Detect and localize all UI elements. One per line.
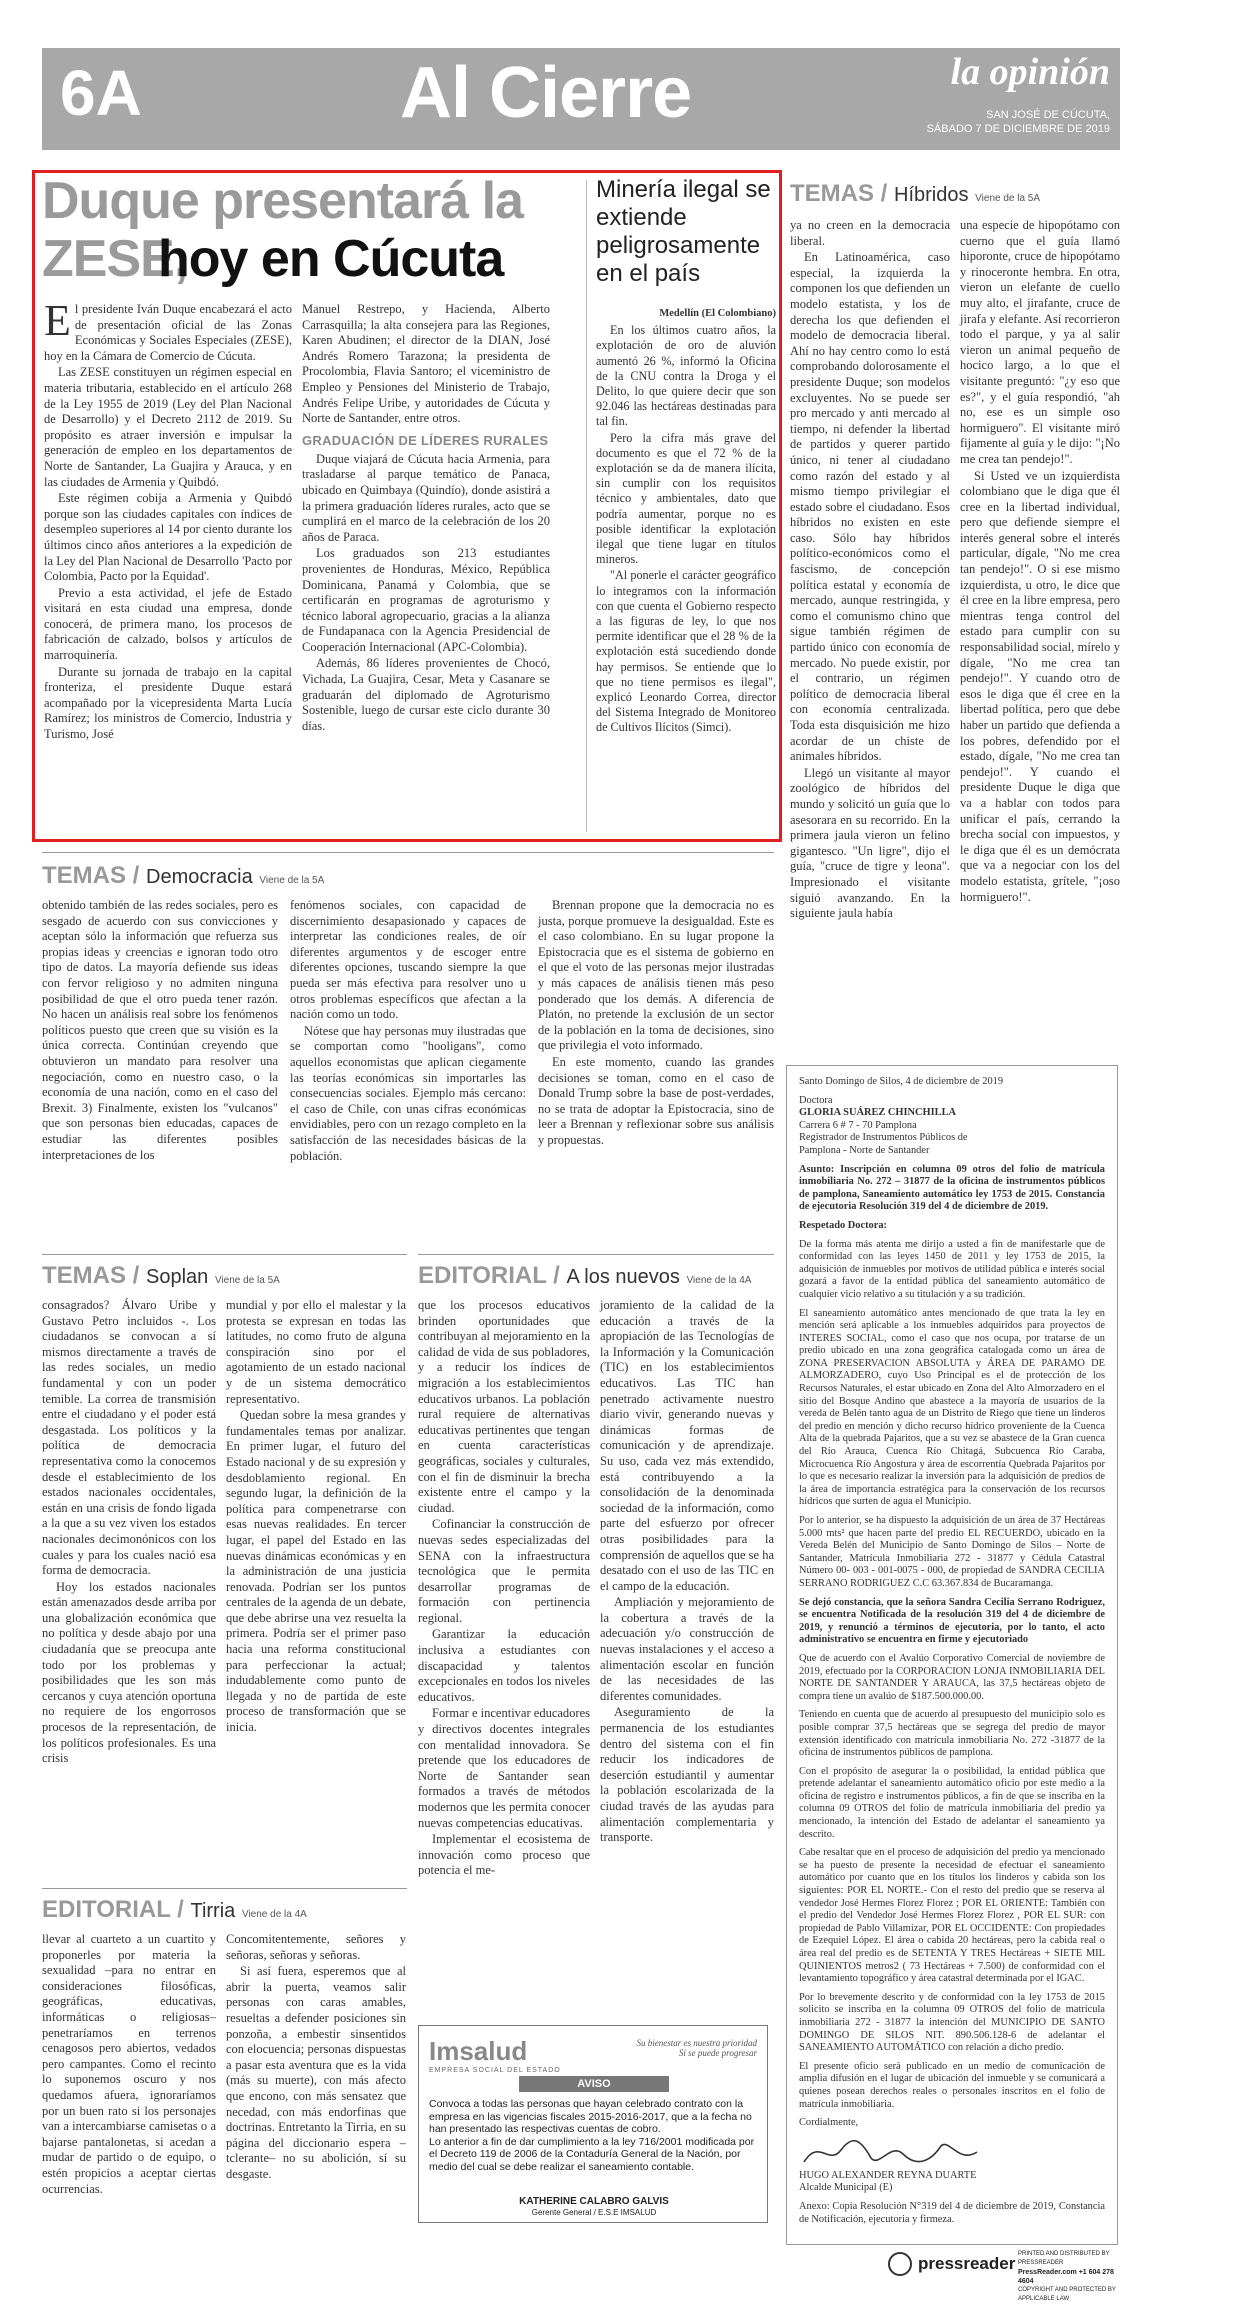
legal-paragraph: El saneamiento automático antes mencionado de que trata la ley en mención será aplicable a los inmuebles adquiridos para proyectos de INTERES SOCIAL, como el caso que nos ocupa, por tratarse de un predio ubicado en una zona geográfica catalogada como un área de ZONA PRESERVACION ABSOLUTA y ÁREA DE PARAMO DE ALMORZADERO, cuyo Uso Principal es el de protección de los Recursos Naturales, el estar ubicado en Zona del Alto Almorzadero en el sitio del Bosque Andino que abastece a la mayoría de usuarios de la vereda de Belén tanto agua de un Distrito de Riego que tiene un linderos del predio en mención y dicho recurso hídrico proveniente de la Cuenca Alta de la quebrada Pajaritos, que a su vez se abastece de la Gran cuenca del Río Arauca, Cuenca Río Chitagá, Subcuenca Río Caraba, Microcuenca Río Angostura y área de escorrentía Quebrada Pajaritos por lo que es necesario realizar la inversión para la adquisición de predios de la área de importancia estratégica para la conservación de los recursos hídricos que surten de agua el Municipio. [799,1307,1105,1508]
legal-paragraph: Cabe resaltar que en el proceso de adquisición del predio ya mencionado se ha puesto de presente la necesidad de efectuar el saneamiento automático por cuanto que en los títulos los linderos y cabida son los siguientes: POR EL NORTE.- Con el resto del predio que se reserva al vendedor José Hermes Florez Florez ; POR EL ORIENTE: También con el predio del Vendedor José Hermes Florez Florez , POR EL SUR: con propiedad de Pablo Villamizar, POR EL OCCIDENTE: Con propiedades de Ezequiel López. El área o cabida 20 hectáreas, pero la cabida real o área real del predio es de SETENTA Y TRES Hectáreas + SIETE MIL QUINIENTOS metros2 ( 73 Hectáreas + 7.500) de conformidad con el levantamiento topográfico y área catastral determinada por el IGAC. [799,1847,1105,1985]
imsalud-logo-text: Imsalud [429,2036,528,2066]
signature-scribble [799,2136,1105,2170]
pressreader-footer [888,2248,1120,2302]
credit-line: COPYRIGHT AND PROTECTED BY APPLICABLE LAW [1018,2287,1116,2302]
paragraph: joramiento de la calidad de la educación a través de la apropiación de las Tecnologías de la Información y la Comunicación (TIC) en los establecimientos educativos. Las TIC han penetrado activamente nuestro diario vivir, generando nuevas y dinámicas formas de comunicación y de aprendizaje. Su uso, cada vez más extendido, está contribuyendo a la consolidación de la denominada sociedad de la información, como parte del esfuerzo por ofrecer otras posibilidades para la comprensión de aquellos que se ha desatado con el uso de las TIC en el campo de la educación. [600,1298,774,1593]
paragraph: llevar al cuarteto a un cuartito y proponerles por materia la sexualidad –para no entrar en consideraciones filosóficas, geográficas, educativas, informáticas o religiosas– penetraríamos en terrenos cenagosos pero abiertos, vedados pero campantes. Como el recinto lo suponemos oscuro y nos quedamos afuera, ignoraríamos por un buen rato si los personajes van a intercambiarse camisetas o a bajarse pantalonetas, si acedan a mudar de partido o de equipo, o estén propicios a aceptar ciertas ocurrencias. [42,1932,216,2196]
pressreader-logo: pressreader [918,2254,1016,2273]
paragraph: Formar e incentivar educadores y directivos docentes integrales con mentalidad innovadora. Se pretende que los educadores de Norte de Santander sean formados a través de métodos modernos que les permita conocer nuevas competencias educativas. [418,1706,590,1830]
legal-address-1: Carrera 6 # 7 - 70 Pamplona [799,1119,917,1131]
kicker-ref: Viene de la 5A [259,875,325,886]
kicker-label: TEMAS / [790,180,888,207]
paragraph: En este momento, cuando las grandes decisiones se toman, como en el caso de Donald Trump sobre la base de post-verdades, no se trata de adoptar la Epistocracia, sino de leer a Brennan y reflexionar sobre sus análisis y propuestas. [538,1054,774,1147]
section-title: Al Cierre [400,53,692,133]
paragraph: l presidente Iván Duque encabezará el acto de presentación oficial de las Zonas Económicas y Sociales Especiales (ZESE), hoy en la Cámara de Comercio de Cúcuta. [44,302,292,363]
section-rule [42,1254,407,1255]
legal-greeting: Respetado Doctora: [799,1219,888,1231]
legal-paragraph: Teniendo en cuenta que de acuerdo al presupuesto del municipio solo es posible comprar 37,5 hectáreas que se segrega del predio de mayor extensión identificado con matrícula inmobiliaria No. 272 -31877 de la oficina de instrumentos públicos de pamplona. [799,1709,1105,1759]
imsalud-logo-sub: EMPRESA SOCIAL DEL ESTADO [429,2067,561,2074]
ad-paragraph: Lo anterior a fin de dar cumplimiento a la ley 716/2001 modificada por el Decreto 119 de 2006 de la Contaduría General de la Nación, por medio del cual se debe realizar el saneamiento contable. [429,2135,755,2173]
paragraph: Durante su jornada de trabajo en la capital fronteriza, el presidente Duque estará acompañado por la vicepresidenta Marta Lucía Ramírez; los ministros de Comercio, Industria y Turismo, José [44,664,292,742]
kicker-label: EDITORIAL / [42,1896,184,1923]
ad-paragraph: Convoca a todas las personas que hayan celebrado contrato con la empresa en las vigencias fiscales 2015-2016-2017, que a la fecha no han presentado las respectivas cuentas de cobro. [429,2098,752,2136]
paragraph: Si así fuera, esperemos que al abrir la puerta, veamos salir personas con caras amables, resueltas a defender posiciones sin ponzoña, a embestir sinsentidos con elocuencia; personas dispuestas a pasar esta aventura que es la vida (más su muerte), con más afecto que encono, con más sensatez que necedad, con más endorfinas que doctrinas. Entretanto la Tirria, en su página del diccionario espera –tclerante– no su abolición, sí su desgaste. [226,1964,406,2181]
editorial-nuevos-kicker [418,1262,751,1290]
page-number: 6A [60,57,142,129]
section-rule [42,1888,407,1889]
paragraph: "Al ponerle el carácter geográfico lo integramos con la información con que cuenta el Gobierno respecto a las figuras de ley, lo que nos permite identificar que el 28 % de la explotación está sucediendo donde hay permisos. Se entiende que lo que no tiene permisos es ilegal", explicó Leonardo Correa, director del Sistema Integrado de Monitoreo de Cultivos Ilícitos (Simci). [596,568,776,735]
headline-line-1: Duque presentará la [42,172,523,230]
credit-line: PressReader.com +1 604 278 4604 [1018,2269,1114,2285]
legal-signer-title: Alcalde Municipal (E) [799,2182,893,2194]
column-divider [586,180,587,832]
imsalud-logo [429,2036,579,2074]
side-story-title: Minería ilegal se extiende peligrosamente en el país [596,176,771,287]
ad-tagline-1: Su bienestar es nuestra prioridad [636,2038,757,2048]
credit-line: PRINTED AND DISTRIBUTED BY PRESSREADER [1018,2251,1110,2266]
side-story-byline: Medellín (El Colombiano) [659,308,776,319]
paragraph: En los últimos cuatro años, la explotación de oro de aluvión aumentó 26 %, informó la Oficina de la CNU contra la Droga y el Delito, lo que quiere decir que son 92.046 las hectáreas destinadas para tal fin. [596,323,776,429]
editorial-tirria-col-2 [226,1932,406,2228]
paragraph: Los graduados son 213 estudiantes provenientes de Honduras, México, República Dominicana, Panamá y Colombia, que se certificarán en programas de agroturismo y técnico laboral agropecuario, gracias a la alianza de Fundapanaca con la Agencia Presidencial de Cooperación Internacional (APC-Colombia). [302,546,550,654]
hibridos-col-2 [960,218,1120,1058]
democracia-col-2 [290,898,526,1244]
subhead: GRADUACIÓN DE LÍDERES RURALES [302,432,549,448]
legal-address-2: Registrador de Instrumentos Públicos de [799,1132,968,1144]
paragraph: consagrados? Álvaro Uribe y Gustavo Petro incluidos -. Los ciudadanos se convocan a sí mismos directamente a través de las redes sociales, un medio fundamental y con un poder temible. La correa de transmisión entre el ciudadano y el poder está desgastada. Los políticos y la política de democracia representativa como la conocemos desde el establecimiento de los estados nacionales occidentales, están en una crisis de fondo ligada a la que a su vez viven los estados nacionales decimonónicos con los cuales y para los cuales nació esa forma de democracia. [42,1298,216,1578]
paragraph: Aseguramiento de la permanencia de los estudiantes dentro del sistema con el fin reducir los indicadores de deserción estudiantil y aumentar la población escolarizada de la ciudad través de las ayudas para alimentación complementaria y transporte. [600,1705,774,1845]
legal-place-date: Santo Domingo de Silos, 4 de diciembre de 2019 [799,1076,1004,1087]
section-rule [42,852,774,853]
headline-line-2-black: hoy en Cúcuta [158,230,504,288]
ad-tagline [587,2038,757,2058]
editorial-nuevos-col-1 [418,1298,590,2010]
pressreader-icon [888,2252,912,2276]
kicker-ref: Viene de la 5A [975,193,1041,204]
kicker-title: A los nuevos [566,1266,680,1288]
section-rule [418,1254,774,1255]
paragraph: Implementar el ecosistema de innovación como proceso que potencia el me- [418,1832,590,1878]
legal-salutation: Doctora [799,1094,833,1106]
pressreader-credits [1018,2250,1122,2304]
legal-notice [786,1065,1118,2245]
legal-subject: Asunto: Inscripción en columna 09 otros del folio de matrícula inmobiliaria No. 272 – 31877 de la oficina de instrumentos públicos de pamplona, Saneamiento automático ley 1753 de 2015. Constancia de ejecutoria Resolución 319 del 4 de diciembre de 2019. [799,1163,1105,1213]
paragraph: Manuel Restrepo, y Hacienda, Alberto Carrasquilla; la alta consejera para las Regiones, Karen Abudinen; el director de la DIAN, José Andrés Romero Tarazona; la presidenta de Procolombia, Flavia Santoro; el viceministro de Empleo y Pensiones del Ministerio de Trabajo, Andrés Felipe Uribe, y autoridades de Cúcuta y Norte de Santander, entre otros. [302,302,550,426]
hibridos-kicker [790,180,1040,208]
signature-icon [799,2136,999,2170]
legal-paragraph: De la forma más atenta me dirijo a usted a fin de manifestarle que de conformidad con las leyes 1450 de 2011 y ley 1753 de 2015, la adquisición de inmuebles por motivos de utilidad pública e interés social gozará a favor de la entidad pública del saneamiento automático de cualquier vicio relativo a su titulación y a su tradición. [799,1238,1105,1300]
paragraph: Pero la cifra más grave del documento es que el 72 % de la explotación se da de manera ilícita, sin cumplir con los requisitos técnico y ambientales, dato que podría aumentar, porque no es posible identificar la explotación ilegal que tiene lugar en títulos mineros. [596,430,776,567]
kicker-label: TEMAS / [42,862,140,889]
hibridos-col-1 [790,218,950,1058]
lead-story-col-2 [302,302,550,838]
dateline-date: SÁBADO 7 DE DICIEMBRE DE 2019 [926,123,1110,135]
legal-paragraph: El presente oficio será publicado en un medio de comunicación de amplia difusión en el lugar de ubicación del inmueble y se comunicará a quienes posean derechos reales o personales inscritos en el folio de matrícula inmobiliaria. [799,2060,1105,2110]
paragraph: Llegó un visitante al mayor zoológico de híbridos del mundo y solicitó un guía que lo asesorara en su recorrido. En la primera jaula vieron un felino gigantesco. "Un ligre", dijo el guía, "cruce de tigre y leona". Impresionado el visitante siguió avanzando. En la siguiente jaula había [790,765,950,921]
paragraph: Concomitentemente, señores y señoras, señoras y señoras. [226,1932,406,1962]
paragraph: Las ZESE constituyen un régimen especial en materia tributaria, establecido en el artículo 268 de la Ley 1955 de 2019 (Ley del Plan Nacional de Desarrollo) y el Decreto 2112 de 2019. Su propósito es atraer inversión e impulsar la generación de empleo en los departamentos de Norte de Santander, La Guajira y Arauca, y en las ciudades de Armenia y Quibdó. [44,365,292,489]
legal-paragraph: Que de acuerdo con el Avalúo Corporativo Comercial de noviembre de 2019, efectuado por la CORPORACION LONJA INMOBILIARIA DEL NORTE DE SANTANDER Y ARAUCA, las 37,5 hectáreas objeto de compra tiene un avalúo de $187.500.000.00. [799,1652,1105,1702]
legal-annex: Anexo: Copia Resolución N°319 del 4 de diciembre de 2019, Constancia de Notificación, ejecutoria y firmeza. [799,2200,1105,2225]
legal-addressee: GLORIA SUÁREZ CHINCHILLA [799,1107,957,1119]
paragraph: En Latinoamérica, caso especial, la izquierda la componen los que defienden un modelo estatista, y los de derecha los que defienden el modelo de democracia liberal. Ahí no hay centro como lo está comprobando dolorosamente el presidente Duque; son modelos excluyentes. No se puede ser pro mercado y anti mercado al tiempo, ni defender la libertad de partidos y querer partido único, ni tener al ciudadano como razón del estado y al mismo tiempo privilegiar el estado sobre el ciudadano. Esos híbridos no existen en este caso. Sólo hay híbridos político-económicos como el fascismo, de concepción política estatal y economía de mercado, aunque restringida, y como el comunismo chino que sigue también régimen de partido único con economía de mercado. No puede existir, por el contrario, un régimen político de democracia liberal con economía centralizada. Toda esta disquisición me hizo acordar de un chiste de animales híbridos. [790,250,950,764]
paragraph: Ampliación y mejoramiento de la cobertura a través de la adecuación y/o construcción de nuevas instalaciones y el acceso a alimentación escolar en función de las necesidades de las diferentes comunidades. [600,1595,774,1703]
kicker-title: Tirria [190,1900,236,1922]
legal-paragraph: Se dejó constancia, que la señora Sandra Cecilia Serrano Rodriguez, se encuentra Notificada de la resolución 319 del 4 de diciembre de 2019, y renunció a términos de ejecutoria, por lo tanto, el acto administrativo se encuentra en firme y ejecutoriado [799,1596,1105,1646]
soplan-col-2 [226,1298,406,1878]
kicker-title: Soplan [146,1266,209,1288]
headline-line-2-gray: ZESE, [42,230,188,288]
editorial-nuevos-col-2 [600,1298,774,2010]
soplan-col-1 [42,1298,216,1878]
democracia-col-3 [538,898,774,1244]
editorial-tirria-kicker [42,1896,307,1924]
dateline [820,108,1110,136]
soplan-kicker [42,1262,280,1290]
legal-signer: HUGO ALEXANDER REYNA DUARTE [799,2169,977,2181]
paragraph: ya no creen en la democracia liberal. [790,218,950,248]
paragraph: Cofinanciar la construcción de nuevas sedes especializadas del SENA con la infraestructura tecnológica que le permita desarrollar programas de formación con pertinencia regional. [418,1517,590,1625]
paragraph: Si Usted ve un izquierdista colombiano que le diga que él cree en la libertad individual, pero que defiende siempre el interés general sobre el interés particular, dígale, "No me crea tan pendejo!". O si ese mismo izquierdista, u otro, le dice que él cree en la libre empresa, pero mientras tenga control del estado para cumplir con su responsabilidad social, mírelo y dígale, "No me crea tan pendejo!". Y cuando otro de esos le diga que él cree en la libertad política, pero que debe haber un partido que defienda a los pobres, defendido por el estado, dígale, "No me crea tan pendejo!". Y cuando el presidente Duque le diga que va a hablar con todos para unificar el país, cerrando la brecha social con impuestos, y le diga que él es un demócrata que va a negociar con los del modelo estatista, grítele, "¡oso hormiguero!". [960,468,1120,904]
ad-body [429,2098,759,2174]
kicker-ref: Viene de la 4A [686,1275,752,1286]
legal-paragraph: Por lo brevemente descrito y de conformidad con la ley 1753 de 2015 solicito se inscriba en la columna 09 OTROS del folio de matrícula inmobiliaria 272 - 31877 la intención del MUNICIPIO DE SANTO DOMINGO DE SILOS NIT. 890.506.128-6 de adelantar el SANEAMIENTO AUTOMÁTICO con relación a dicho predio. [799,1991,1105,2054]
side-story-body [596,306,776,836]
paragraph: obtenido también de las redes sociales, pero es sesgado de acuerdo con sus convicciones y aceptan sólo la información que refuerza sus propias ideas y creencias e ignoran todo otro tipo de datos. La mayoría defiende sus ideas con fervor religioso y no admiten ninguna posibilidad de que el otro pueda tener razón. No hacen un análisis real sobre los fenómenos políticos puesto que creen que su visión es la única correcta. Continúan creyendo que obtuvieron un mandato para resolver una negociación, como en nuestro caso, o la economía de una nación, como en el caso del Brexit. 3) Finalmente, existen los "vulcanos" que son personas bien educadas, capaces de estudiar las diferentes posibles interpretaciones de los [42,898,278,1162]
ad-tagline-2: Sí se puede progresar [678,2048,757,2058]
newspaper-logo: la opinión [950,51,1110,93]
kicker-ref: Viene de la 5A [214,1275,280,1286]
paragraph: Hoy los estados nacionales están amenazados desde arriba por una globalización económica que no política y desde abajo por una ciudadanía que se preocupa ante todo por los problemas y posibilidades que les son más cercanos y cuya atención oportuna no requiere de los engorrosos procesos de la representación, de los políticos profesionales. Es una crisis [42,1579,216,1766]
paragraph: Garantizar la educación inclusiva a estudiantes con discapacidad y talentos excepcionales en todos los niveles educativos. [418,1627,590,1704]
paragraph: Duque viajará de Cúcuta hacia Armenia, para trasladarse al parque temático de Panaca, ubicado en Quimbaya (Quindío), donde asistirá a la primera graduación líderes rurales, acto que se cumplirá en el marco de la celebración de los 20 años de Paraca. [302,451,550,544]
ad-signer: KATHERINE CALABRO GALVIS [519,2196,669,2207]
imsalud-ad [418,2025,768,2223]
paragraph: una especie de hipopótamo con cuerno que el guía llamó hiporonte, cruce de hipopótamo y rinoceronte hembra. En otra, vieron un elefante de cuello muy alto, el jirafante, cruce de jirafa y elefante. Así recorrieron todo el parque, y ya al salir vieron un animal pequeño de hocico largo, a lo que el visitante preguntó: "¿y eso que es?", y el guía respondió, "ah no, ese es un simple oso hormiguero". El visitante miró fijamente al guía y le dijo: "¡No me crea tan pendejo!". [960,218,1120,466]
lead-story-col-1 [44,296,292,838]
legal-paragraph: Con el propósito de asegurar la o posibilidad, la entidad pública que pretende adelantar el saneamiento automático oficio por este medio a la oficina de registro e instrumentos públicos, a fin de que se inscriba en la columna 09 OTROS del folio de matrícula inmobiliaria del predio ya mencionado, la intención del Estado de adelantar el saneamiento ya descrito. [799,1765,1105,1840]
kicker-ref: Viene de la 4A [241,1909,307,1920]
kicker-title: Democracia [146,866,253,888]
dateline-city: SAN JOSÉ DE CÚCUTA, [986,109,1110,121]
paragraph: Nótese que hay personas muy ilustradas que se comportan como "hooligans", como aquellos economistas que aplican ciegamente las teorías económicas sin importarles las consecuencias sociales. Ejemplo más cercano: el caso de Chile, con unas cifras económicas envidiables, pero con un rezago completo en la satisfacción de las necesidades básicas de la población. [290,1023,526,1163]
ad-signer-title: Gerente General / E.S.E IMSALUD [531,2208,657,2217]
paragraph: mundial y por ello el malestar y la protesta se expresan en todas las latitudes, no como fruto de alguna conspiración sino por el agotamiento de un estado nacional y de un sistema democrático representativo. [226,1298,406,1406]
paragraph: Previo a esta actividad, el jefe de Estado visitará en esta ciudad una empresa, donde conocerá, de primera mano, los procesos de fabricación de calzado, bolsos y artículos de marroquinería. [44,585,292,663]
democracia-kicker [42,862,324,890]
legal-paragraph: Por lo anterior, se ha dispuesto la adquisición de un área de 37 Hectáreas 5.000 mts² que hacen parte del predio EL RECUERDO, ubicado en la Vereda Belén del Municipio de Santo Domingo de Silos – Norte de Santander, Matrícula Inmobiliaria 272 - 31877 y Cédula Catastral Número 00- 003 - 001-0075 - 000, de propiedad de SANDRA CECILIA SERRANO RODRIGUEZ C.C 63.367.834 de Bucaramanga. [799,1515,1105,1589]
paragraph: Además, 86 líderes provenientes de Chocó, Vichada, La Guajira, Cesar, Meta y Casanare se graduarán del diplomado de Agroturismo Sostenible, luego de cursar este ciclo durante 30 días. [302,656,550,733]
paragraph: Quedan sobre la mesa grandes y fundamentales temas por analizar. En primer lugar, el futuro del Estado nacional y de su expresión y desdoblamiento regional. En segundo lugar, la definición de la política para compenetrarse con esas nuevas realidades. En tercer lugar, el papel del Estado en las nuevas dinámicas económicas y en la administración de una justicia renovada. Podrían ser los puntos centrales de la agenda de un debate, que debe abrirse una vez resuelta la primera. Podría ser el primer paso hacia una reforma constitucional para perfeccionar la actual; indudablemente como punto de llegada y no de partida de este proceso de transformación que se inicia. [226,1408,406,1735]
dropcap: E [44,296,71,345]
paragraph: que los procesos educativos brinden oportunidades que contribuyan al mejoramiento en la calidad de vida de sus pobladores, y a reducir los índices de migración a los establecimientos educativos urbanos. La población rural requiere de alternativas educativas pertinentes que tengan en cuenta características geográficas, sociales y culturales, con el fin de disminuir la brecha existente entre el campo y la ciudad. [418,1298,590,1515]
paragraph: Brennan propone que la democracia no es justa, porque promueve la desigualdad. Este es el caso colombiano. En su lugar propone la Epistocracia que es el sistema de gobierno en el que el voto de las personas mejor ilustradas y más capaces de análisis tienen más peso ponderado que los demás. A diferencia de Platón, no pretende la exclusión de un sector de la población en la toma de decisiones, sino que privilegia el voto informado. [538,898,774,1053]
democracia-col-1 [42,898,278,1244]
paragraph: fenómenos sociales, con capacidad de discernimiento desapasionado y capaces de interpretar las condiciones reales, de oír diferentes argumentos y de escoger entre diferentes opciones, tuscando siempre la que pueda ser más efectiva para resolver uno u otros problemas específicos que afectan a la nación como un todo. [290,898,526,1022]
editorial-tirria-col-1 [42,1932,216,2228]
legal-closing: Cordialmente, [799,2117,859,2129]
kicker-label: TEMAS / [42,1262,140,1289]
paragraph: Este régimen cobija a Armenia y Quibdó porque son las ciudades capitales con índices de desempleo superiores al 14 por ciento durante los últimos cinco años anteriores a la expedición de la Ley del Plan Nacional de Desarrollo 'Pacto por Colombia, Pacto por la Equidad'. [44,491,292,584]
ad-label: AVISO [519,2076,669,2092]
kicker-title: Híbridos [894,184,969,206]
kicker-label: EDITORIAL / [418,1262,560,1289]
legal-address-3: Pamplona - Norte de Santander [799,1144,930,1156]
